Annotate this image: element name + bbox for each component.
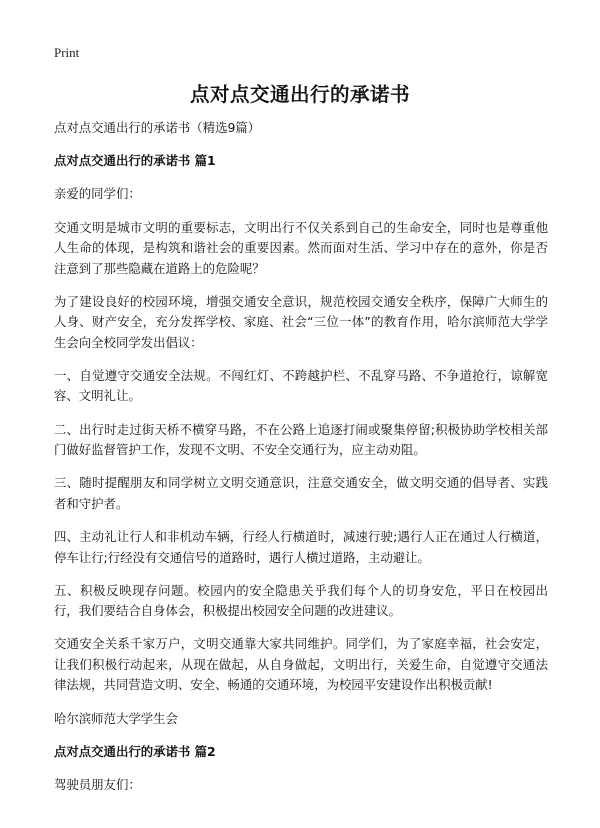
section-1-paragraph: 三、随时提醒朋友和同学树立文明交通意识，注意交通安全，做文明交通的倡导者、实践者和守护者。 [54,475,548,511]
section-1-paragraph: 交通安全关系千家万户，文明交通靠大家共同维护。同学们，为了家庭幸福，社会安定，让我们积极行动起来，从现在做起，从自身做起，文明出行，关爱生命，自觉遵守交通法律法规，共同营造文明、安全、畅通的交通环境，为校园平安建设作出积极贡献! [54,636,548,693]
document-title: 点对点交通出行的承诺书 [189,83,410,106]
section-1-paragraph: 为了建设良好的校园环境，增强交通安全意识，规范校园交通安全秩序，保障广大师生的人身、财产安全，充分发挥学校、家庭、社会“三位一体”的教育作用，哈尔滨师范大学学生会向全校同学发出倡议： [54,293,548,350]
section-1-heading: 点对点交通出行的承诺书 篇1 [54,153,216,169]
section-1-paragraph: 四、主动礼让行人和非机动车辆，行经人行横道时，减速行驶;遇行人正在通过人行横道，停车让行;行经没有交通信号的道路时，遇行人横过道路，主动避让。 [54,529,548,565]
section-1-greeting: 亲爱的同学们： [54,186,141,202]
document-body [54,118,548,808]
section-1-paragraph: 交通文明是城市文明的重要标志，文明出行不仅关系到自己的生命安全，同时也是尊重他人生命的体现，是构筑和谐社会的重要因素。然而面对生活、学习中存在的意外，你是否注意到了那些隐藏在道路上的危险呢？ [54,219,548,276]
section-1-signature: 哈尔滨师范大学学生会 [54,710,178,726]
print-link[interactable]: Print [54,45,80,60]
section-2-heading: 点对点交通出行的承诺书 篇2 [54,743,216,759]
document-subtitle: 点对点交通出行的承诺书（精选9篇） [54,120,261,135]
section-1-paragraph: 二、出行时走过街天桥不横穿马路，不在公路上追逐打闹或聚集停留;积极协助学校相关部门做好监督管护工作，发现不文明、不安全交通行为，应主动劝阻。 [54,421,548,458]
section-1-paragraph: 五、积极反映现存问题。校园内的安全隐患关乎我们每个人的切身安危，平日在校园出行，我们要结合自身体会，积极提出校园安全问题的改进建议。 [54,582,548,619]
section-1-paragraph: 一、自觉遵守交通安全法规。不闯红灯、不跨越护栏、不乱穿马路、不争道抢行，谅解宽容、文明礼让。 [54,367,548,404]
section-2-greeting: 驾驶员朋友们： [54,776,141,792]
